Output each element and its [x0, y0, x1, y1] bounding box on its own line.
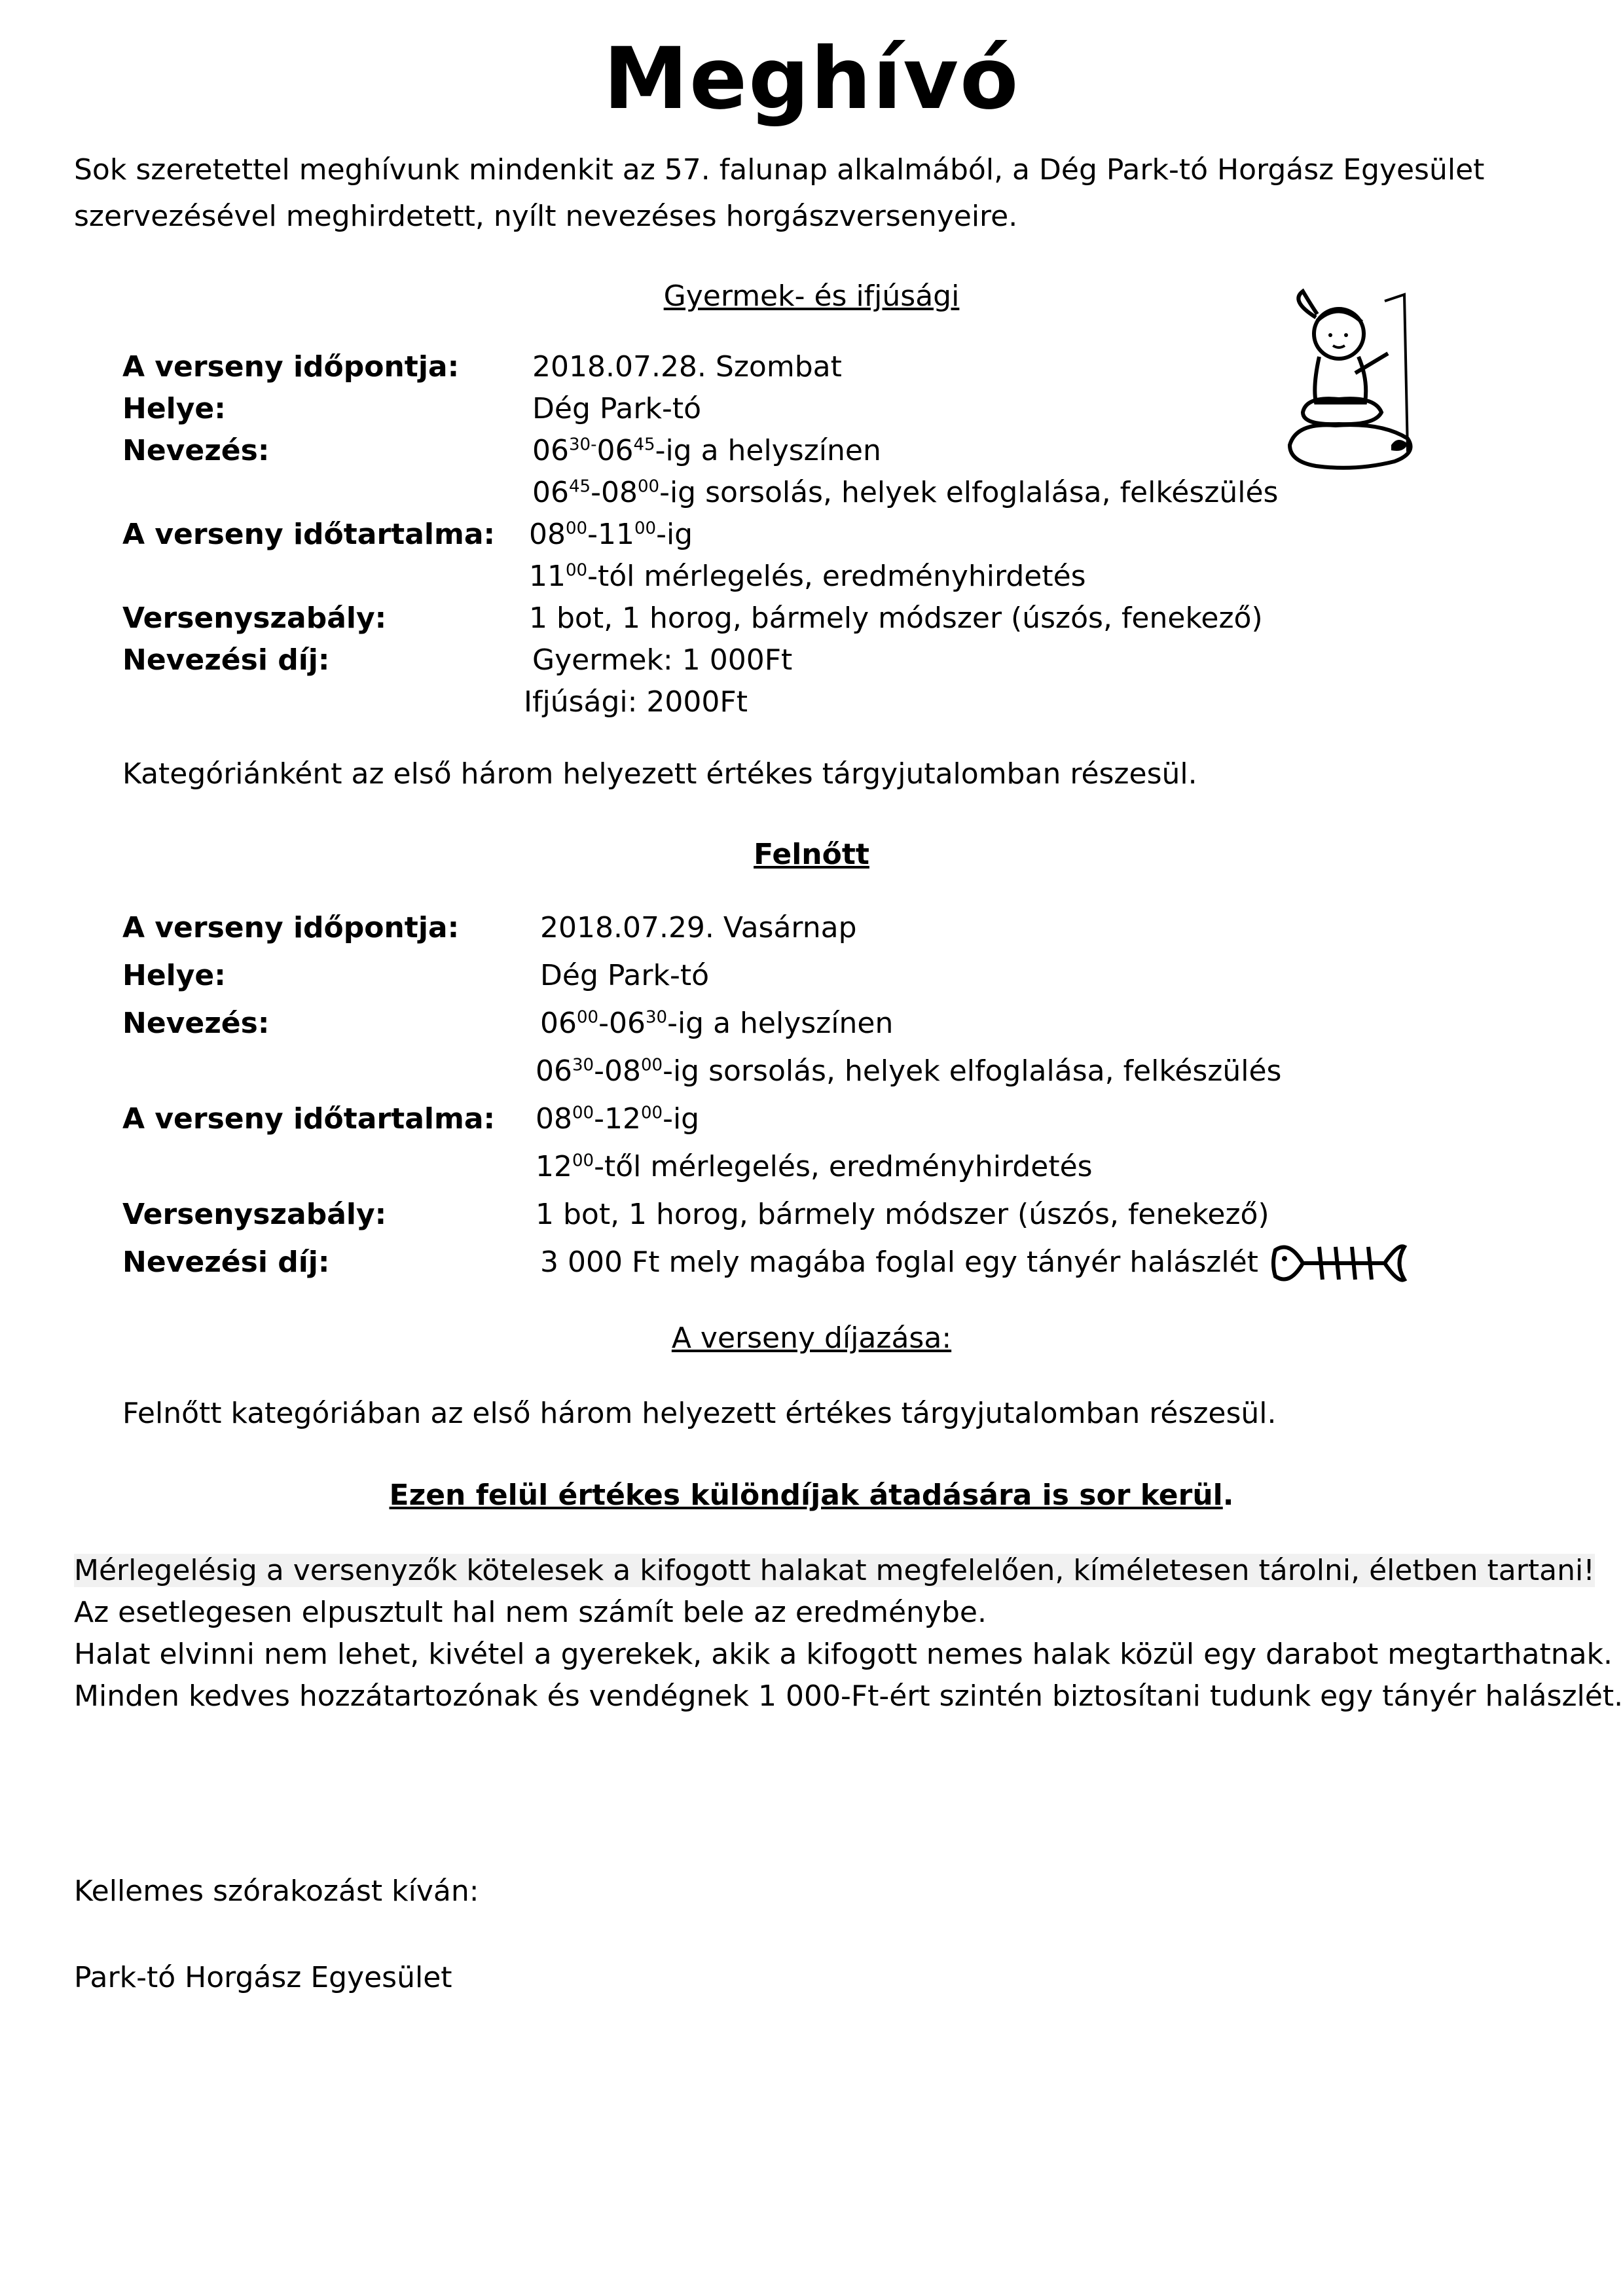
adult-duration-label: A verseny időtartalma: [122, 1102, 496, 1136]
adult-entry-line-1: $06^{00}-06^{30}-ig$ a helyszínen [540, 1007, 894, 1040]
youth-date-label: A verseny időpontja: [122, 350, 460, 384]
adult-duration-line-2: $12^{00}$-től mérlegelés, eredményhirdetés [536, 1150, 1093, 1183]
adult-date-label: A verseny időpontja: [122, 911, 460, 944]
special-prizes-line: Ezen felül értékes különdíjak átadására is sor kerül. [389, 1479, 1234, 1512]
adult-fee-label: Nevezési díj: [122, 1246, 330, 1279]
adult-heading: Felnőtt [754, 838, 869, 871]
youth-entry-line-2: $06^{45}-08^{00}-ig$ sorsolás, helyek elfoglalása, felkészülés [532, 476, 1279, 509]
rules-line-1: Mérlegelésig a versenyzők kötelesek a kifogott halakat megfelelően, kíméletesen tárolni, életben tartani! [74, 1554, 1595, 1587]
adult-date-value: 2018.07.29. Vasárnap [540, 911, 857, 944]
adult-place-value: Dég Park-tó [540, 959, 710, 992]
youth-fee-label: Nevezési díj: [122, 643, 330, 677]
adult-place-label: Helye: [122, 959, 226, 992]
intro-line-2: szervezésével meghirdetett, nyílt nevezéses horgászversenyeire. [74, 200, 1018, 233]
prizes-note: Felnőtt kategóriában az első három helyezett értékes tárgyjutalomban részesül. [122, 1397, 1277, 1430]
adult-rules-label: Versenyszabály: [122, 1198, 387, 1231]
youth-entry-line-1: $06^{30-}06^{45}-ig$ a helyszínen [532, 434, 881, 467]
closing-signature: Park-tó Horgász Egyesület [74, 1961, 452, 1994]
youth-duration-line-1: $08^{00}-11^{00}-ig$ [529, 518, 693, 551]
youth-date-value: 2018.07.28. Szombat [532, 350, 842, 384]
youth-entry-label: Nevezés: [122, 434, 270, 467]
fish-skeleton-icon [1270, 1234, 1408, 1293]
youth-duration-label: A verseny időtartalma: [122, 518, 496, 551]
adult-duration-line-1: $08^{00}-12^{00}-ig$ [536, 1102, 700, 1136]
rules-line-2: Az esetlegesen elpusztult hal nem számít bele az eredménybe. [74, 1596, 987, 1629]
youth-rules-label: Versenyszabály: [122, 601, 387, 635]
rules-line-4: Minden kedves hozzátartozónak és vendégnek 1 000-Ft-ért szintén biztosítani tudunk egy tányér halászlét. [74, 1679, 1623, 1713]
intro-line-1: Sok szeretettel meghívunk mindenkit az 57. falunap alkalmából, a Dég Park-tó Horgász Egyesület [74, 153, 1485, 187]
fishing-girl-icon [1277, 281, 1427, 478]
youth-fee-child: Gyermek: 1 000Ft [532, 643, 793, 677]
prizes-heading: A verseny díjazása: [671, 1321, 952, 1355]
adult-rules-value: 1 bot, 1 horog, bármely módszer (úszós, fenekező) [536, 1198, 1269, 1231]
youth-place-value: Dég Park-tó [532, 392, 702, 425]
youth-heading: Gyermek- és ifjúsági [663, 279, 960, 313]
youth-fee-youth: Ifjúsági: 2000Ft [524, 685, 748, 719]
youth-prize-note: Kategóriánként az első három helyezett értékes tárgyjutalomban részesül. [122, 757, 1197, 791]
adult-entry-label: Nevezés: [122, 1007, 270, 1040]
closing-wish: Kellemes szórakozást kíván: [74, 1874, 479, 1908]
youth-duration-line-2: $11^{00}$-tól mérlegelés, eredményhirdetés [529, 560, 1086, 593]
adult-entry-line-2: $06^{30}-08^{00}-ig$ sorsolás, helyek elfoglalása, felkészülés [536, 1054, 1282, 1088]
page-title: Meghívó [603, 29, 1020, 128]
youth-rules-value: 1 bot, 1 horog, bármely módszer (úszós, fenekező) [529, 601, 1263, 635]
adult-fee-value: 3 000 Ft mely magába foglal egy tányér halászlét [540, 1246, 1258, 1279]
rules-line-3: Halat elvinni nem lehet, kivétel a gyerekek, akik a kifogott nemes halak közül egy darabot megtarthatnak. [74, 1638, 1613, 1671]
youth-place-label: Helye: [122, 392, 226, 425]
